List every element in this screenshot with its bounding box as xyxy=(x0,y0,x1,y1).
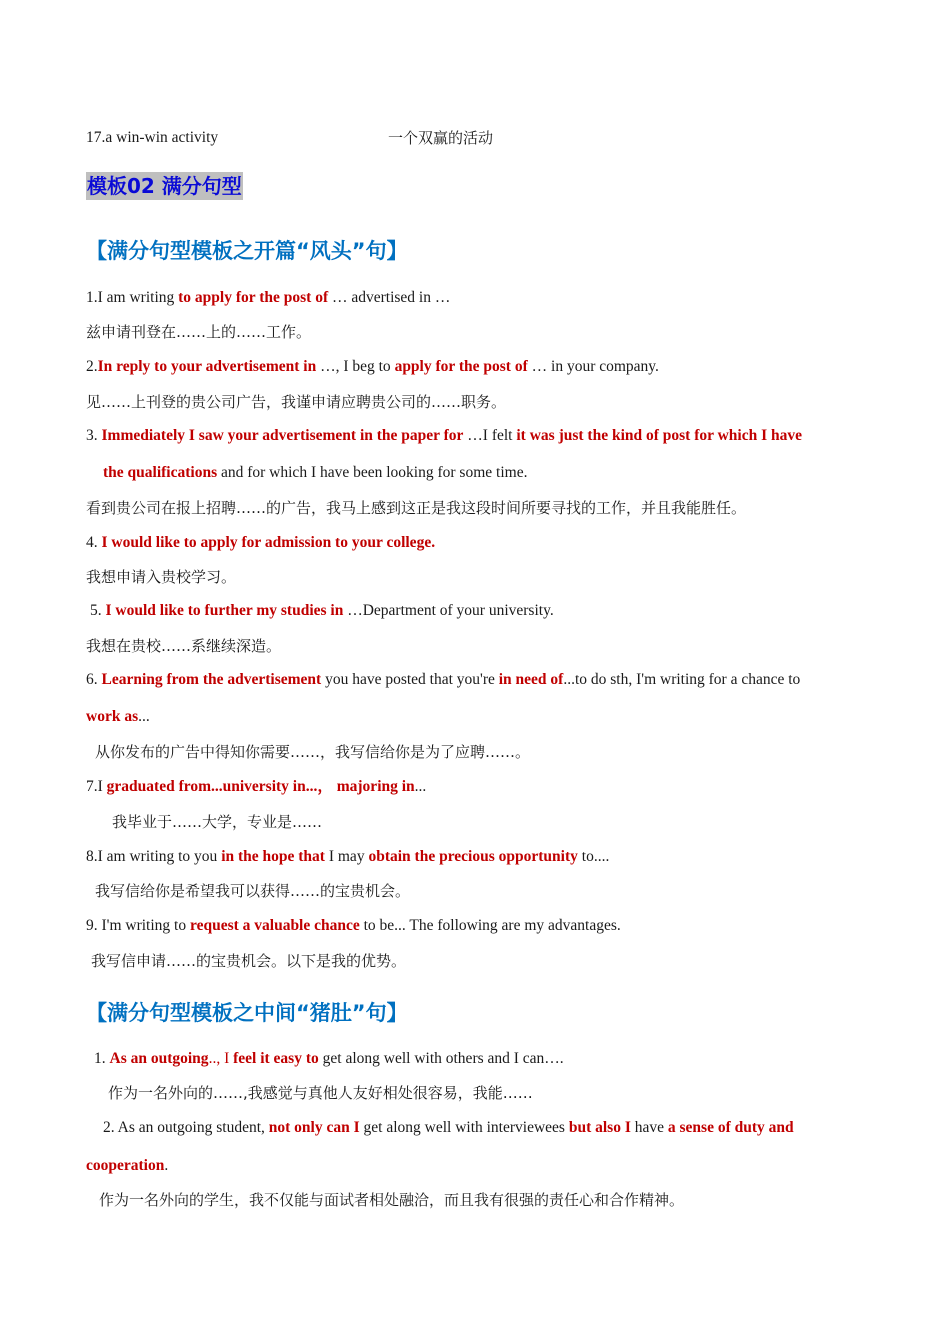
middle-sentence-2: 2. As an outgoing student, not only can I get along well with interviewees but also I have a sense of duty and xyxy=(103,1119,794,1136)
sentence-8-translation: 我写信给你是希望我可以获得……的宝贵机会。 xyxy=(95,882,411,900)
sentence-3-continued: the qualifications and for which I have been looking for some time. xyxy=(103,464,528,481)
template-title: 模板02 满分句型 xyxy=(87,174,242,198)
sentence-4: 4. I would like to apply for admission to your college. xyxy=(86,534,436,551)
vocab-chinese: 一个双赢的活动 xyxy=(388,129,494,147)
vocab-english: 17.a win-win activity xyxy=(86,129,219,146)
sentence-5: 5. I would like to further my studies in …Department of your university. xyxy=(90,602,554,619)
sentence-7-translation: 我毕业于……大学，专业是…… xyxy=(112,813,323,831)
sentence-1: 1.I am writing to apply for the post of … advertised in … xyxy=(86,289,451,306)
middle-sentence-1: 1. As an outgoing.., I feel it easy to get along well with others and I can…. xyxy=(94,1050,564,1067)
sentence-4-translation: 我想申请入贵校学习。 xyxy=(86,568,237,586)
sentence-3: 3. Immediately I saw your advertisement in the paper for …I felt it was just the kind of post for which I have xyxy=(86,427,803,444)
sentence-7: 7.I graduated from...university in...， majoring in... xyxy=(86,778,427,795)
middle-sentence-2-translation: 作为一名外向的学生，我不仅能与面试者相处融洽，而且我有很强的责任心和合作精神。 xyxy=(99,1191,685,1209)
sentence-9-translation: 我写信申请……的宝贵机会。以下是我的优势。 xyxy=(91,952,407,970)
sentence-2: 2.In reply to your advertisement in …, I beg to apply for the post of … in your company. xyxy=(86,358,659,375)
sentence-9: 9. I'm writing to request a valuable chance to be... The following are my advantages. xyxy=(86,917,621,934)
section-heading-opening: 【满分句型模板之开篇“风头”句】 xyxy=(86,239,408,263)
sentence-5-translation: 我想在贵校……系继续深造。 xyxy=(86,637,282,655)
sentence-3-translation: 看到贵公司在报上招聘……的广告，我马上感到这正是我这段时间所要寻找的工作，并且我能胜任。 xyxy=(86,499,747,517)
sentence-6: 6. Learning from the advertisement you have posted that you're in need of...to do sth, I'm writing for a chance to xyxy=(86,671,801,688)
sentence-6-translation: 从你发布的广告中得知你需要……，我写信给你是为了应聘……。 xyxy=(95,743,531,761)
sentence-1-translation: 兹申请刊登在……上的……工作。 xyxy=(86,323,312,341)
sentence-8: 8.I am writing to you in the hope that I may obtain the precious opportunity to.... xyxy=(86,848,610,865)
section-heading-middle: 【满分句型模板之中间“猪肚”句】 xyxy=(86,1001,408,1025)
middle-sentence-2-continued: cooperation. xyxy=(86,1157,169,1174)
sentence-2-translation: 见……上刊登的贵公司广告，我谨申请应聘贵公司的……职务。 xyxy=(86,393,507,411)
middle-sentence-1-translation: 作为一名外向的……,我感觉与真他人友好相处很容易，我能…… xyxy=(108,1084,533,1102)
sentence-6-continued: work as... xyxy=(86,708,150,725)
